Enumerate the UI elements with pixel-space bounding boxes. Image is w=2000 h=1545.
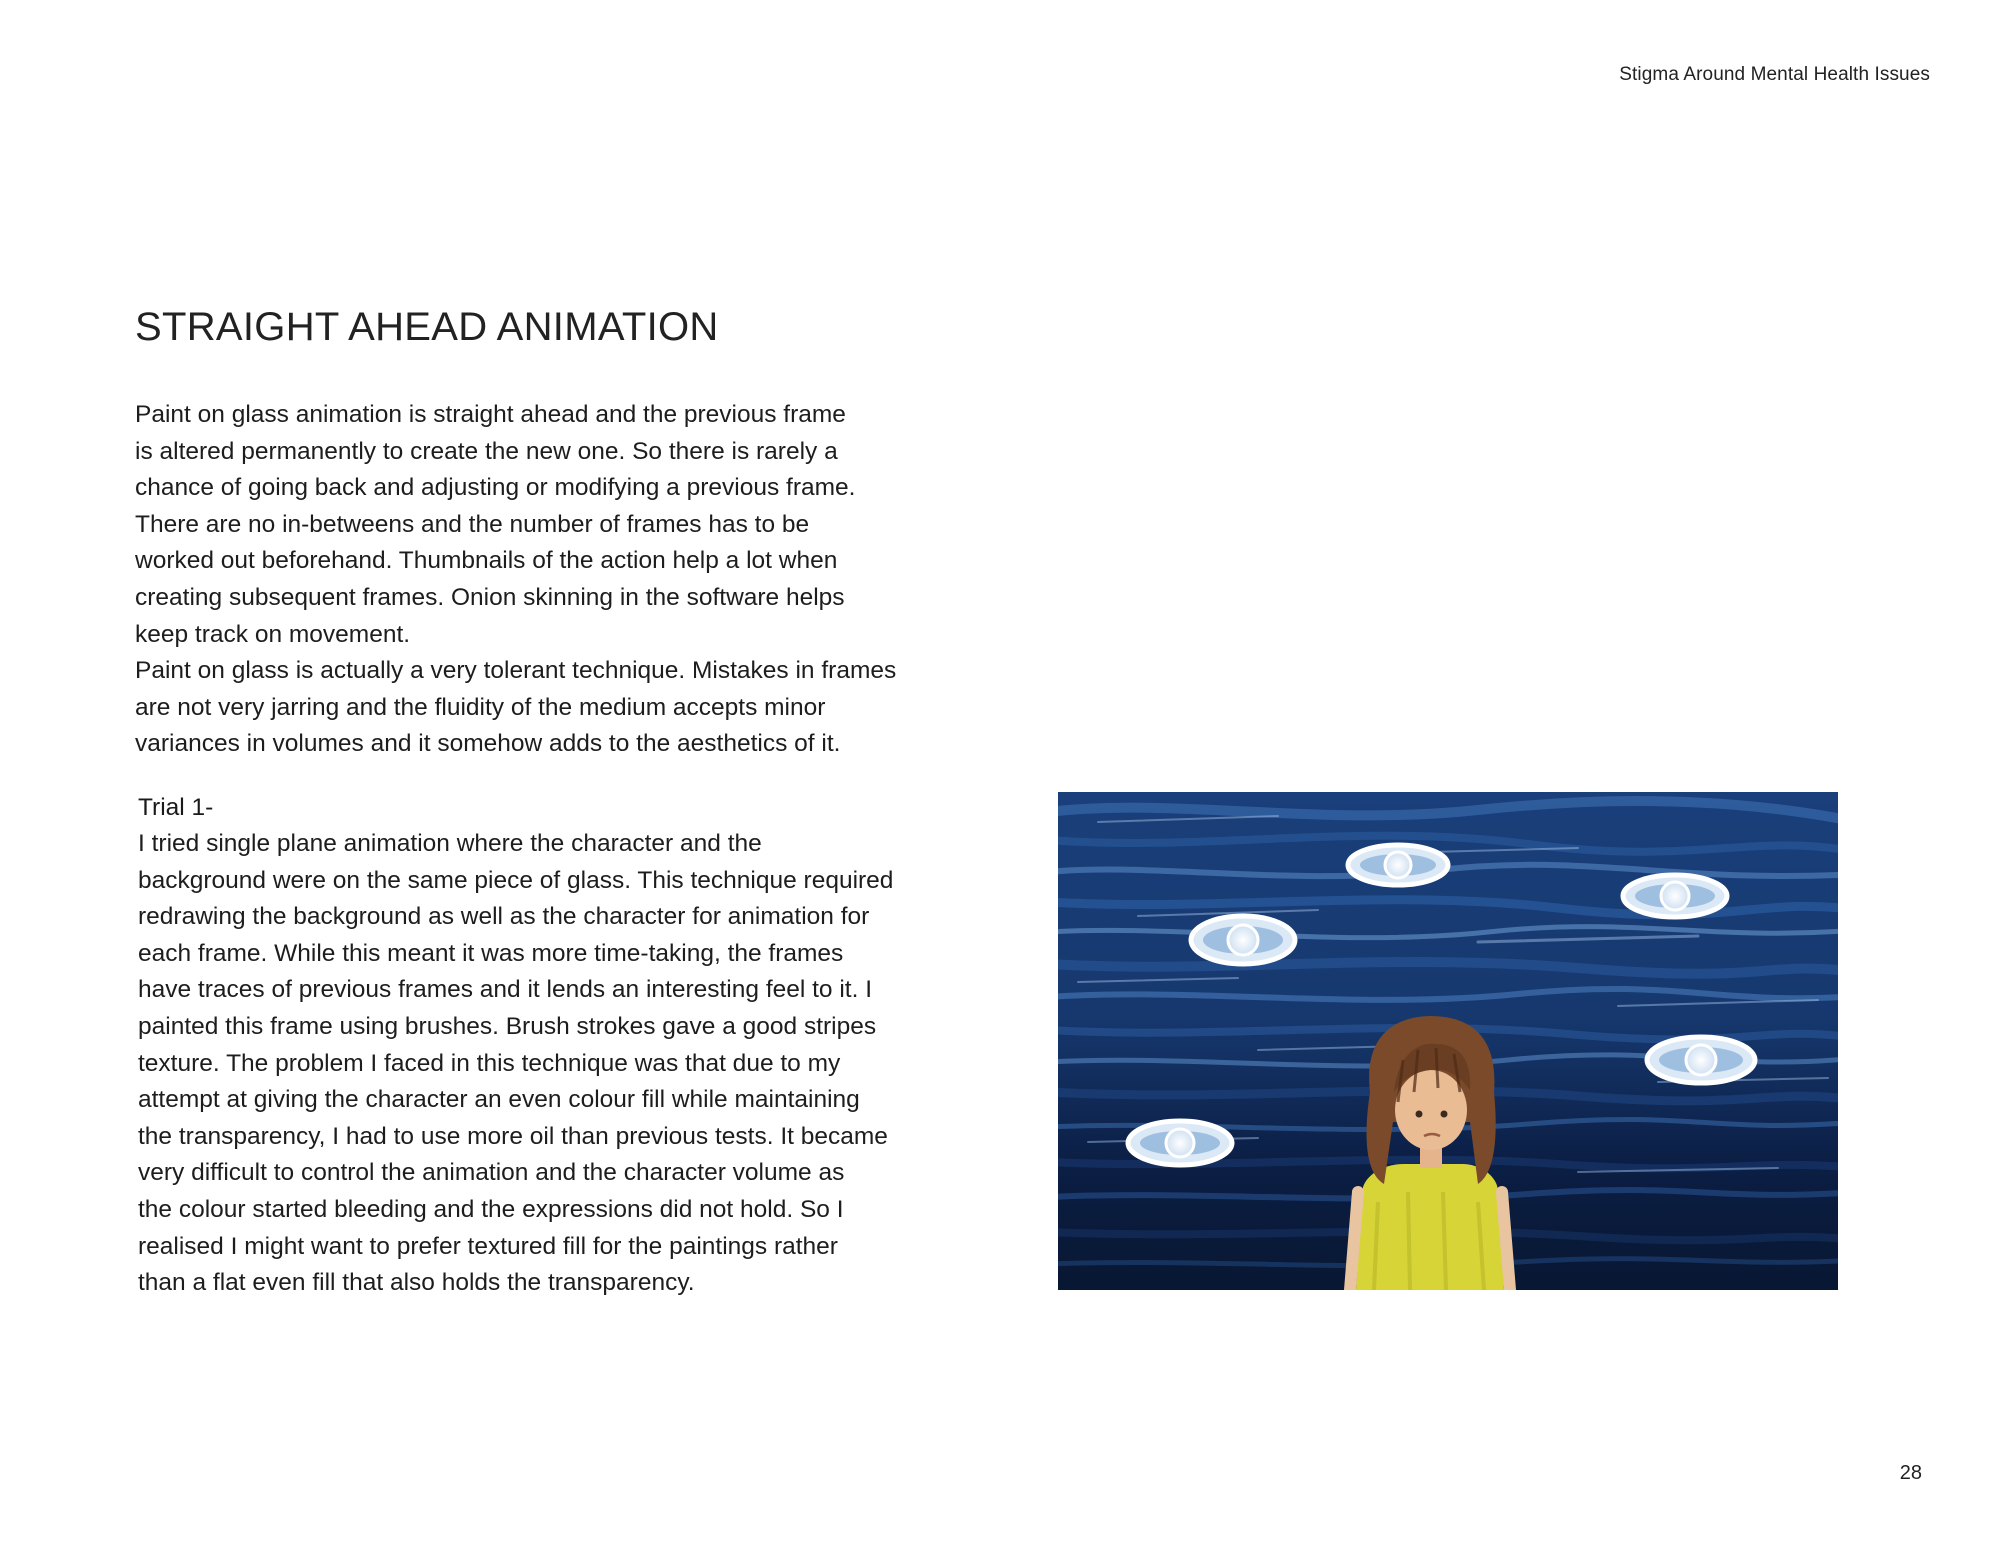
trial-heading: Trial 1- — [138, 794, 214, 821]
intro-paragraph — [135, 397, 896, 763]
face — [1395, 1070, 1467, 1150]
paragraph-line: the transparency, I had to use more oil than previous tests. It became — [138, 1122, 888, 1150]
paragraph-line: worked out beforehand. Thumbnails of the action help a lot when — [135, 547, 838, 575]
trial-paragraph — [138, 826, 893, 1302]
floating-eye-icon — [1348, 845, 1448, 885]
paragraph-line: Paint on glass is actually a very tolerant technique. Mistakes in frames — [135, 657, 897, 685]
paragraph-line: painted this frame using brushes. Brush strokes gave a good stripes — [138, 1012, 877, 1040]
paragraph-line: creating subsequent frames. Onion skinning in the software helps — [135, 583, 845, 611]
painting-illustration — [1058, 792, 1838, 1290]
paragraph-line: variances in volumes and it somehow adds to the aesthetics of it. — [135, 730, 841, 758]
paragraph-line: than a flat even fill that also holds the transparency. — [138, 1269, 695, 1297]
paragraph-line: are not very jarring and the fluidity of the medium accepts minor — [135, 693, 826, 721]
left-arm — [1350, 1192, 1358, 1290]
paragraph-line: chance of going back and adjusting or modifying a previous frame. — [135, 474, 856, 502]
paragraph-line: redrawing the background as well as the character for animation for — [138, 903, 870, 931]
right-arm — [1502, 1192, 1510, 1290]
floating-eye-icon — [1128, 1121, 1232, 1165]
paragraph-line: I tried single plane animation where the character and the — [138, 830, 762, 857]
paragraph-line: realised I might want to prefer textured fill for the paintings rather — [138, 1232, 838, 1260]
section-title: STRAIGHT AHEAD ANIMATION — [135, 305, 719, 349]
paragraph-line: Paint on glass animation is straight ahead and the previous frame — [135, 401, 846, 428]
running-header: Stigma Around Mental Health Issues — [1619, 64, 1930, 85]
paragraph-line: the colour started bleeding and the expressions did not hold. So I — [138, 1195, 844, 1223]
paragraph-line: keep track on movement. — [135, 620, 411, 648]
paragraph-line: texture. The problem I faced in this technique was that due to my — [138, 1049, 841, 1077]
paragraph-line: each frame. While this meant it was more time-taking, the frames — [138, 939, 844, 967]
floating-eye-icon — [1623, 875, 1727, 917]
page-number: 28 — [1899, 1462, 1922, 1484]
floating-eye-icon — [1647, 1037, 1755, 1083]
floating-eye-icon — [1191, 916, 1295, 964]
paint-on-glass-frame-image — [1058, 792, 1838, 1290]
paragraph-line: have traces of previous frames and it lends an interesting feel to it. I — [138, 976, 873, 1004]
girl-character-illustration — [1350, 1016, 1510, 1290]
paragraph-line: background were on the same piece of glass. This technique required — [138, 866, 894, 894]
paragraph-line: is altered permanently to create the new one. So there is rarely a — [135, 437, 838, 465]
paragraph-line: very difficult to control the animation and the character volume as — [138, 1159, 845, 1187]
paragraph-line: attempt at giving the character an even colour fill while maintaining — [138, 1086, 860, 1114]
paragraph-line: There are no in-betweens and the number of frames has to be — [135, 510, 810, 538]
